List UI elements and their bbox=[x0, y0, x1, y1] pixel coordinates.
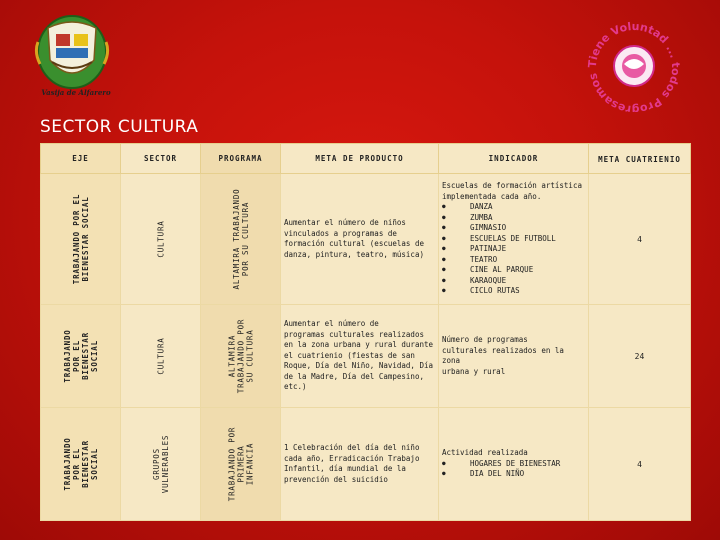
campaign-seal-logo bbox=[584, 18, 684, 112]
list-item: ● DIA DEL NIÑO bbox=[442, 469, 585, 480]
list-item: ● KARAOQUE bbox=[442, 276, 585, 287]
shield-emblem-icon bbox=[34, 12, 110, 90]
list-item: ● GIMNASIO bbox=[442, 223, 585, 234]
sector-text: CULTURA bbox=[156, 337, 165, 375]
column-header-eje: EJE bbox=[41, 144, 121, 174]
cell-eje bbox=[41, 174, 121, 305]
list-item: ● DANZA bbox=[442, 202, 585, 213]
logo-motto: Vasija de Alfarero bbox=[41, 88, 111, 97]
list-item: ● ESCUELAS DE FUTBOLL bbox=[442, 234, 585, 245]
cell-meta-producto bbox=[281, 305, 439, 408]
eje-text: TRABAJANDO POR EL BIENESTAR SOCIAL bbox=[62, 329, 99, 383]
list-item: ● ZUMBA bbox=[442, 213, 585, 224]
cell-sector bbox=[121, 305, 201, 408]
cell-meta-cuatrienio: 4 bbox=[589, 408, 691, 521]
sector-text: GRUPOS VULNERABLES bbox=[151, 434, 170, 494]
table-row bbox=[41, 174, 691, 305]
cell-programa bbox=[201, 305, 281, 408]
cell-meta-cuatrienio: 24 bbox=[589, 305, 691, 408]
column-header-meta-producto: META DE PRODUCTO bbox=[281, 144, 439, 174]
indicador-list bbox=[442, 459, 585, 480]
indicador-intro: Número de programas culturales realizados en la zona urbana y rural bbox=[442, 335, 564, 376]
cell-sector bbox=[121, 174, 201, 305]
list-item: ● HOGARES DE BIENESTAR bbox=[442, 459, 585, 470]
eje-text: TRABAJANDO POR EL BIENESTAR SOCIAL bbox=[71, 193, 90, 285]
meta-producto-text: Aumentar el número de niños vinculados a programas de formación cultural (escuelas de danza, pintura, teatro, música) bbox=[284, 218, 424, 259]
cell-programa bbox=[201, 408, 281, 521]
indicador-intro: Escuelas de formación artística implementada cada año. bbox=[442, 181, 582, 201]
cell-sector bbox=[121, 408, 201, 521]
column-header-meta-cuatrienio: META CUATRIENIO bbox=[589, 144, 691, 174]
meta-producto-text: Aumentar el número de programas culturales realizados en la zona urbana y rural durante el cuatrienio (fiestas de san Roque, Día del Niño, Navidad, Día de la Madre, Día del Campesino, etc.) bbox=[284, 319, 434, 392]
cell-meta-cuatrienio: 4 bbox=[589, 174, 691, 305]
cell-indicador bbox=[439, 174, 589, 305]
cell-meta-producto bbox=[281, 174, 439, 305]
column-header-indicador: INDICADOR bbox=[439, 144, 589, 174]
culture-sector-table bbox=[40, 143, 691, 521]
list-item: ● PATINAJE bbox=[442, 244, 585, 255]
municipal-emblem-logo bbox=[34, 12, 110, 100]
page-title: SECTOR CULTURA bbox=[40, 117, 199, 137]
column-header-sector: SECTOR bbox=[121, 144, 201, 174]
programa-text: ALTAMIRA TRABAJANDO POR SU CULTURA bbox=[231, 188, 250, 290]
list-item: ● CICLO RUTAS bbox=[442, 286, 585, 297]
sector-text: CULTURA bbox=[156, 220, 165, 258]
seal-ring-text: Tiene Voluntad ... todos Progresamos bbox=[585, 19, 683, 112]
table-row bbox=[41, 408, 691, 521]
meta-producto-text: 1 Celebración del día del niño cada año, Erradicación Trabajo Infantil, día mundial de la prevención del suicidio bbox=[284, 443, 420, 484]
indicador-list bbox=[442, 202, 585, 297]
table-row bbox=[41, 305, 691, 408]
cell-indicador bbox=[439, 305, 589, 408]
list-item: ● CINE AL PARQUE bbox=[442, 265, 585, 276]
eje-text: TRABAJANDO POR EL BIENESTAR SOCIAL bbox=[62, 437, 99, 491]
cell-programa bbox=[201, 174, 281, 305]
cell-indicador bbox=[439, 408, 589, 521]
list-item: ● TEATRO bbox=[442, 255, 585, 266]
cell-eje bbox=[41, 408, 121, 521]
programa-text: ALTAMIRA TRABAJANDO POR SU CULTURA bbox=[227, 318, 254, 394]
rainbow-seal-icon bbox=[584, 18, 684, 112]
column-header-programa: PROGRAMA bbox=[201, 144, 281, 174]
indicador-intro: Actividad realizada bbox=[442, 448, 528, 458]
cell-eje bbox=[41, 305, 121, 408]
table-header-row bbox=[41, 144, 691, 174]
cell-meta-producto bbox=[281, 408, 439, 521]
programa-text: TRABAJANDO POR PRIMERA INFANCIA bbox=[227, 426, 254, 502]
